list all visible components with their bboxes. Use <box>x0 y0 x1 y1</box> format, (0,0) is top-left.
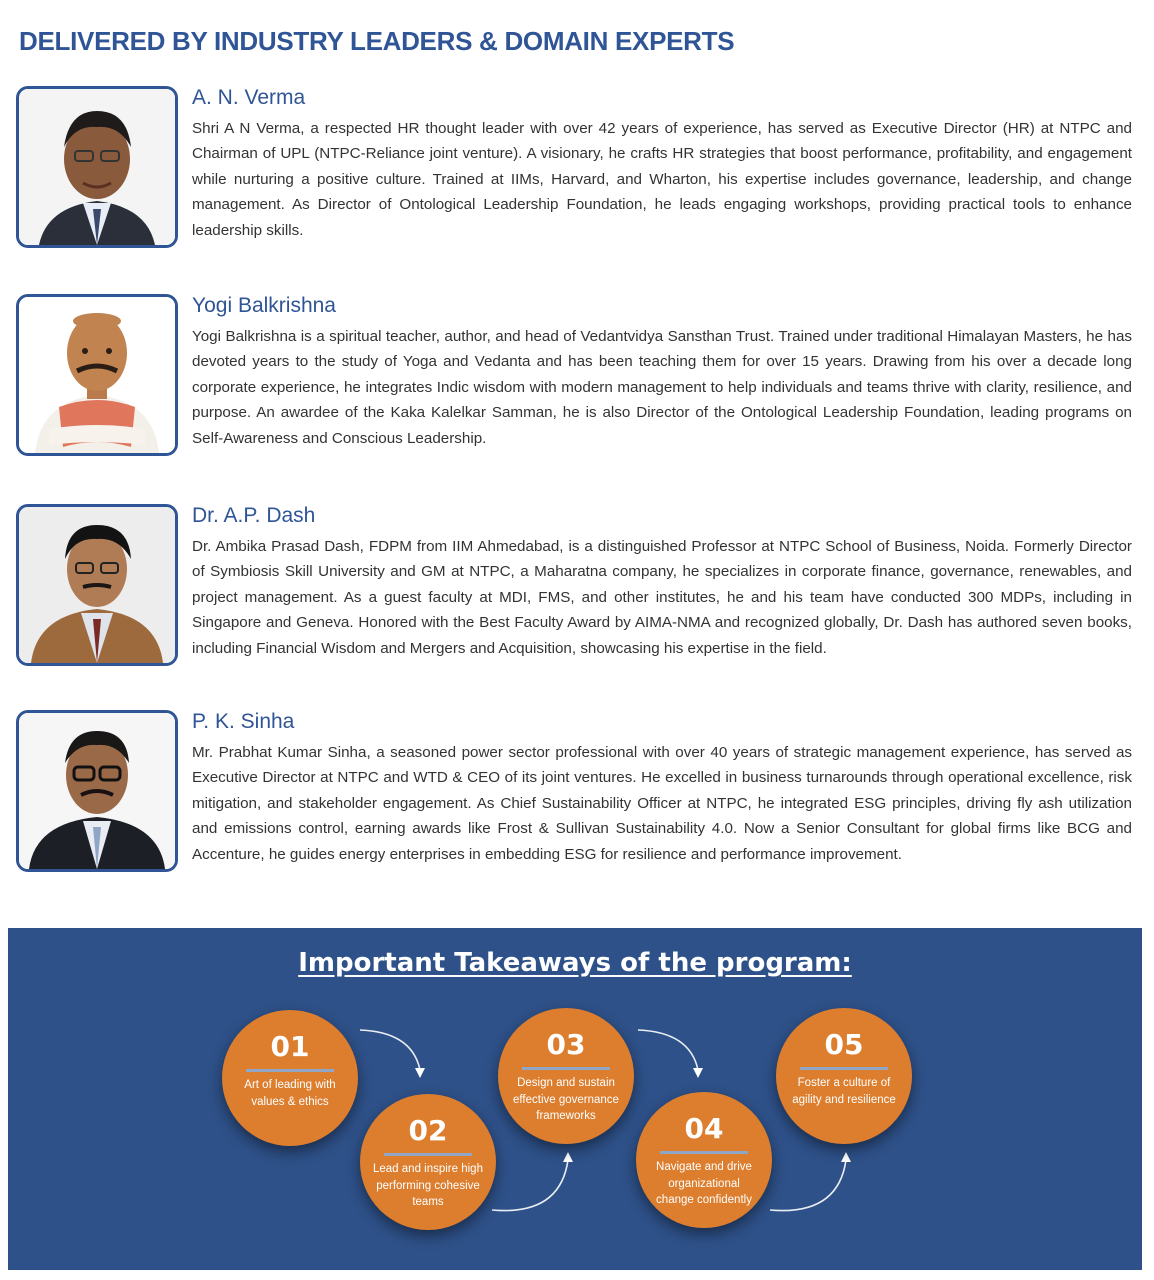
expert-card <box>16 294 1138 464</box>
arrow-icon <box>492 1160 568 1211</box>
expert-bio: Shri A N Verma, a respected HR thought leader with over 42 years of experience, has served as Executive Director (HR) at NTPC and Chairman of UPL (NTPC-Reliance joint venture). A visionary, he crafts HR strategies that boost performance, profitability, and engagement while nurturing a positive culture. Trained at IIMs, Harvard, and Wharton, his expertise includes governance, leadership, and change management. As Director of Ontological Leadership Foundation, he leads engaging workshops, providing practical tools to enhance leadership skills. <box>192 120 1132 239</box>
portrait-image <box>19 89 175 245</box>
step-label: Navigate and drive organizational change confidently <box>656 1161 752 1206</box>
expert-card <box>16 86 1138 256</box>
expert-name: Yogi Balkrishna <box>192 294 336 317</box>
step-number: 03 <box>546 1028 586 1061</box>
expert-bio: Yogi Balkrishna is a spiritual teacher, author, and head of Vedantvidya Sansthan Trust. Trained under traditional Himalayan Masters, he has devoted years to the study of Yoga and Vedanta and has been teaching them for over 15 years. Drawing from his over a decade long corporate experience, he integrates Indic wisdom with modern management to help individuals and teams thrive with clarity, resilience, and purpose. An awardee of the Kaka Kalelkar Samman, he is also Director of the Ontological Leadership Foundation, leading programs on Self-Awareness and Conscious Leadership. <box>192 328 1132 447</box>
step-divider <box>522 1067 610 1070</box>
takeaways-title: Important Takeaways of the program: <box>298 948 852 978</box>
step-divider <box>660 1151 748 1154</box>
arrow-icon <box>360 1030 420 1070</box>
portrait-image <box>19 713 175 869</box>
step-number: 04 <box>684 1112 724 1145</box>
arrowhead-icon <box>693 1068 703 1078</box>
portrait-image <box>19 507 175 663</box>
takeaways-panel <box>8 928 1142 1270</box>
step-number: 05 <box>824 1028 864 1061</box>
step-label: Design and sustain effective governance frameworks <box>513 1077 619 1122</box>
arrow-icon <box>638 1030 698 1070</box>
takeaway-step-01 <box>222 1010 358 1146</box>
expert-bio: Mr. Prabhat Kumar Sinha, a seasoned power sector professional with over 40 years of strategic management experience, has served as Executive Director at NTPC and WTD & CEO of its joint ventures. He excelled in business turnarounds through operational excellence, risk mitigation, and stakeholder engagement. As Chief Sustainability Officer at NTPC, he integrated ESG principles, driving fly ash utilization and emissions control, earning awards like Frost & Sullivan Sustainability 4.0. Now a Senior Consultant for global firms like BCG and Accenture, he guides energy enterprises in embedding ESG for resilience and performance improvement. <box>192 744 1132 863</box>
expert-card <box>16 504 1138 674</box>
expert-photo <box>16 710 178 872</box>
step-number: 02 <box>408 1114 448 1147</box>
expert-name: P. K. Sinha <box>192 710 295 733</box>
step-divider <box>800 1067 888 1070</box>
arrowhead-icon <box>841 1152 851 1162</box>
step-number: 01 <box>270 1030 310 1063</box>
expert-card <box>16 710 1138 880</box>
takeaway-step-02 <box>360 1094 496 1230</box>
step-label: Foster a culture of agility and resilience <box>792 1077 896 1106</box>
arrowhead-icon <box>415 1068 425 1078</box>
step-label: Art of leading with values & ethics <box>244 1079 336 1108</box>
expert-photo <box>16 294 178 456</box>
arrow-icon <box>770 1160 846 1211</box>
expert-photo <box>16 86 178 248</box>
takeaway-step-05 <box>776 1008 912 1144</box>
arrowhead-icon <box>563 1152 573 1162</box>
step-divider <box>384 1153 472 1156</box>
expert-name: Dr. A.P. Dash <box>192 504 316 527</box>
takeaway-step-04 <box>636 1092 772 1228</box>
expert-name: A. N. Verma <box>192 86 306 109</box>
step-divider <box>246 1069 334 1072</box>
expert-photo <box>16 504 178 666</box>
expert-bio: Dr. Ambika Prasad Dash, FDPM from IIM Ahmedabad, is a distinguished Professor at NTPC School of Business, Noida. Formerly Director of Symbiosis Skill University and GM at NTPC, a Maharatna company, he specializes in corporate finance, governance, renewables, and project management. As a guest faculty at MDI, FMS, and other institutes, he and his team have conducted 300 MDPs, including in Singapore and Geneva. Honored with the Best Faculty Award by AIMA-NMA and recognized globally, Dr. Dash has authored seven books, including Financial Wisdom and Mergers and Acquisition, showcasing his expertise in the field. <box>192 538 1132 657</box>
takeaway-step-03 <box>498 1008 634 1144</box>
portrait-image <box>19 297 175 453</box>
page-title: DELIVERED BY INDUSTRY LEADERS & DOMAIN EXPERTS <box>19 26 735 56</box>
step-label: Lead and inspire high performing cohesive teams <box>373 1163 483 1208</box>
